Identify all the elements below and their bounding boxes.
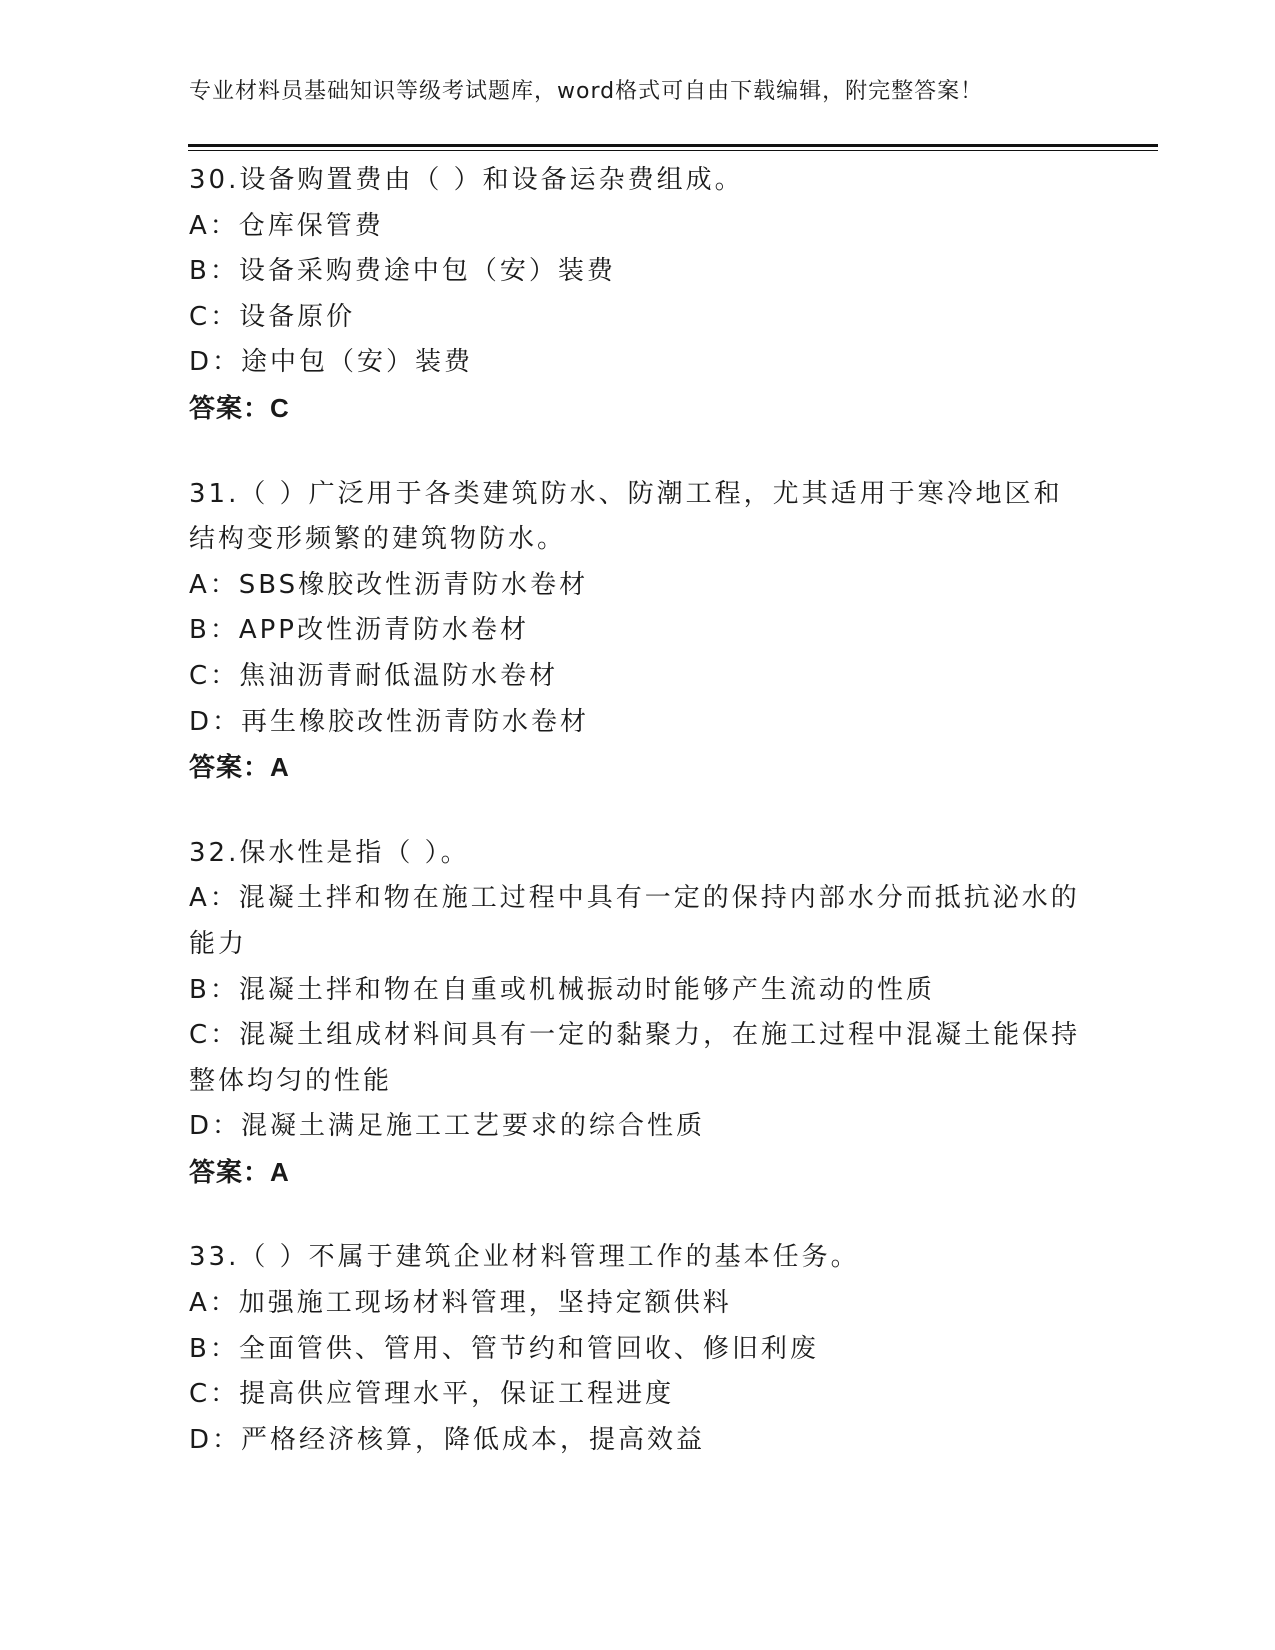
- option-b: B：混凝土拌和物在自重或机械振动时能够产生流动的性质: [189, 974, 935, 1005]
- option-a: A：仓库保管费: [189, 210, 384, 241]
- option-b: B：APP改性沥青防水卷材: [189, 615, 529, 646]
- answer: 答案：C: [189, 392, 290, 423]
- question-stem: 32.保水性是指（ ）。: [189, 837, 470, 868]
- option-d: D：再生橡胶改性沥青防水卷材: [189, 706, 590, 737]
- question-stem: 33.（ ）不属于建筑企业材料管理工作的基本任务。: [189, 1242, 860, 1273]
- question-stem: 31.（ ）广泛用于各类建筑防水、防潮工程，尤其适用于寒冷地区和结构变形频繁的建筑物防水。: [189, 478, 1063, 555]
- option-b: B：全面管供、管用、管节约和管回收、修旧利废: [189, 1333, 819, 1364]
- option-c: C：提高供应管理水平，保证工程进度: [189, 1379, 675, 1410]
- page-header: 专业材料员基础知识等级考试题库，word格式可自由下载编辑，附完整答案！: [189, 79, 984, 104]
- question-30: [189, 158, 1089, 432]
- option-d: D：途中包（安）装费: [189, 347, 474, 378]
- header-divider-thin: [188, 150, 1158, 151]
- option-c: C：设备原价: [189, 301, 356, 332]
- option-d: D：混凝土满足施工工艺要求的综合性质: [189, 1111, 706, 1142]
- option-c: C：混凝土组成材料间具有一定的黏聚力，在施工过程中混凝土能保持整体均匀的性能: [189, 1020, 1081, 1096]
- option-a: A：加强施工现场材料管理，坚持定额供料: [189, 1288, 732, 1319]
- header-divider-thick: [188, 144, 1158, 147]
- option-a: A：混凝土拌和物在施工过程中具有一定的保持内部水分而抵抗泌水的能力: [189, 883, 1080, 959]
- answer: 答案：A: [189, 1156, 290, 1187]
- option-a: A：SBS橡胶改性沥青防水卷材: [189, 569, 589, 600]
- question-32: [189, 831, 1089, 1196]
- option-c: C：焦油沥青耐低温防水卷材: [189, 660, 559, 691]
- question-31: [189, 472, 1089, 791]
- question-33: [189, 1235, 1089, 1463]
- option-d: D：严格经济核算，降低成本，提高效益: [189, 1424, 706, 1455]
- question-stem: 30.设备购置费由（ ）和设备运杂费组成。: [189, 165, 744, 195]
- answer: 答案：A: [189, 752, 290, 783]
- option-b: B：设备采购费途中包（安）装费: [189, 256, 616, 287]
- question-list: [189, 158, 1089, 1503]
